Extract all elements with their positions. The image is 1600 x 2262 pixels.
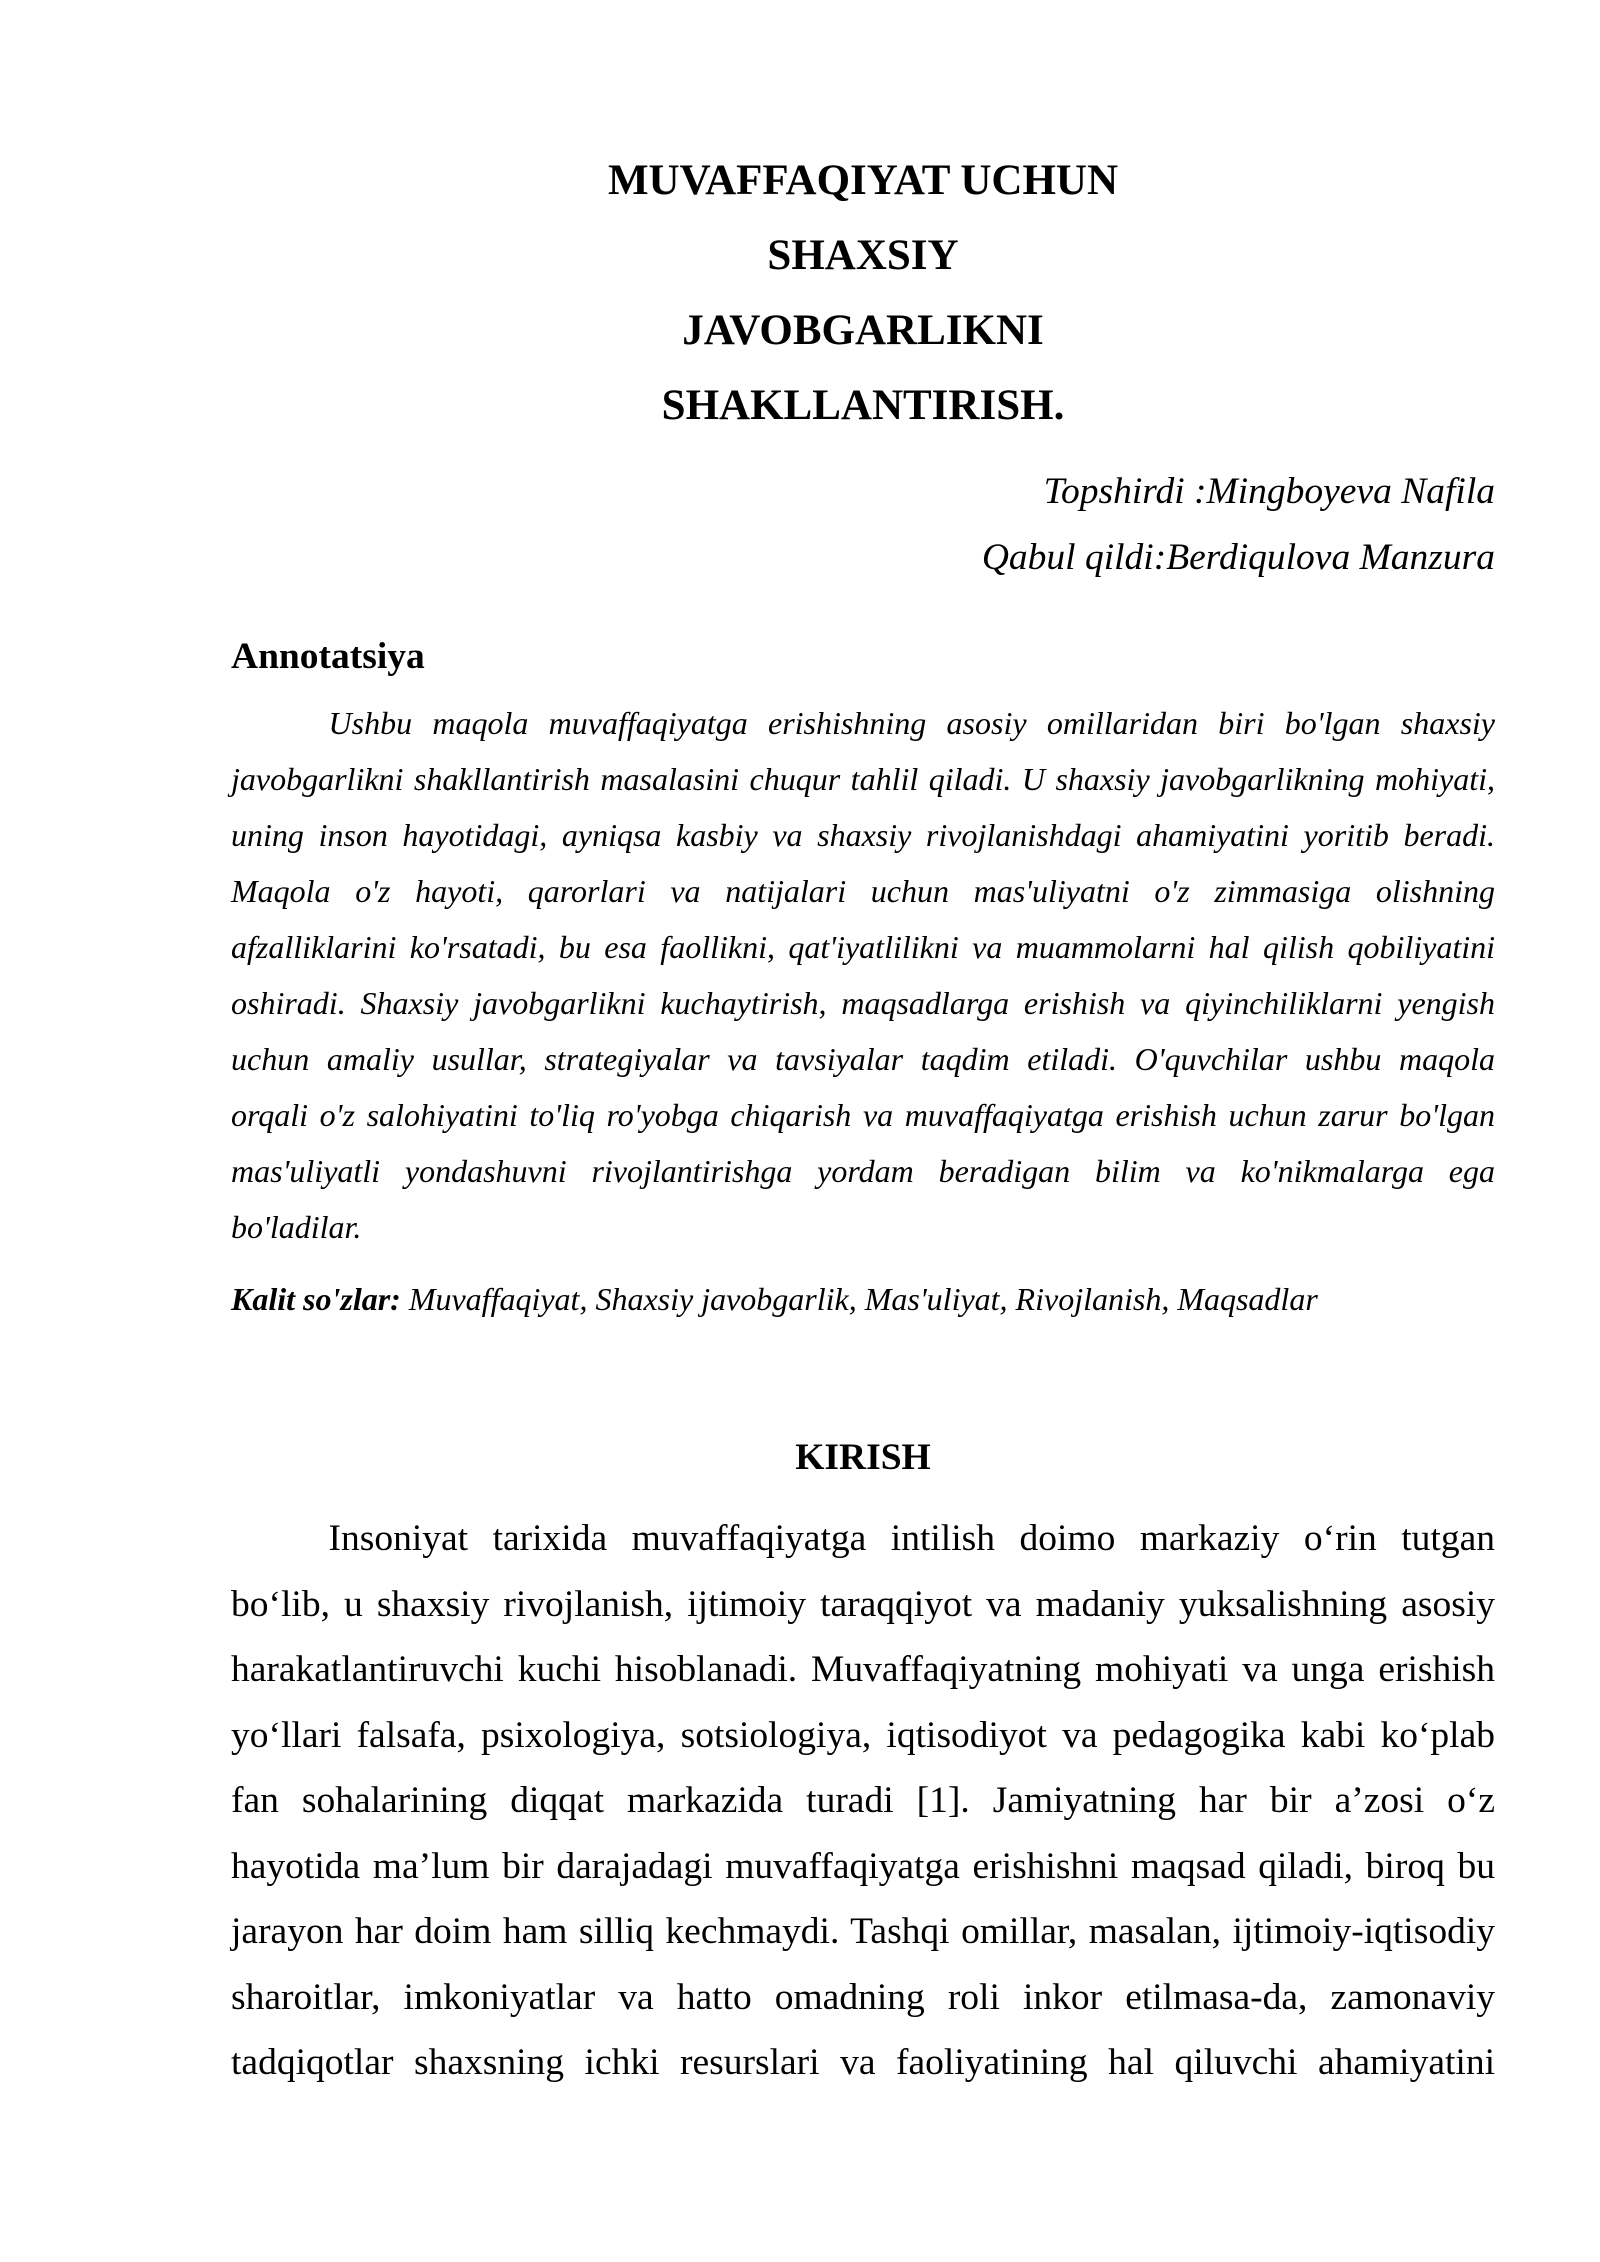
author-info (231, 459, 1495, 590)
body-line-row (231, 1965, 1495, 2031)
abstract-line: oshiradi. Shaxsiy javobgarlikni kuchaytirish, maqsadlarga erishish va qiyinchiliklarni yengish (231, 985, 1495, 1021)
abstract-line: uchun amaliy usullar, strategiyalar va tavsiyalar taqdim etiladi. O'quvchilar ushbu maqola (231, 1041, 1495, 1077)
title-line: MUVAFFAQIYAT UCHUN (607, 157, 1119, 204)
introduction-heading: KIRISH (795, 1437, 931, 1478)
body-line: sharoitlar, imkoniyatlar va hatto omadning roli inkor etilmasa-da, zamonaviy (231, 1976, 1495, 2018)
body-line-row (231, 1637, 1495, 1703)
body-line: tadqiqotlar shaxsning ichki resurslari va faoliyatining hal qiluvchi ahamiyatini (231, 2042, 1495, 2083)
keywords (231, 1271, 1495, 1327)
keywords-label: Kalit so'zlar: (231, 1281, 401, 1317)
body-line-row (231, 1506, 1495, 1572)
body-line: yo‘llari falsafa, psixologiya, sotsiologiya, iqtisodiyot va pedagogika kabi ko‘plab (231, 1714, 1495, 1756)
body-line: harakatlantiruvchi kuchi hisoblanadi. Muvaffaqiyatning mohiyati va unga erishish (231, 1649, 1495, 1690)
keywords-text: Muvaffaqiyat, Shaxsiy javobgarlik, Mas'uliyat, Rivojlanish, Maqsadlar (408, 1281, 1318, 1317)
accepted-by: Qabul qildi:Berdiqulova Manzura (981, 536, 1495, 578)
abstract-line-row (231, 1199, 1495, 1255)
abstract-line: javobgarlikni shakllantirish masalasini chuqur tahlil qiladi. U shaxsiy javobgarlikning mohiyati, (231, 761, 1495, 797)
abstract-line-row (231, 1031, 1495, 1087)
title-line: JAVOBGARLIKNI (682, 307, 1044, 354)
abstract-line: uning inson hayotidagi, ayniqsa kasbiy va shaxsiy rivojlanishdagi ahamiyatini yoritib beradi. (231, 817, 1495, 853)
body-line: Insoniyat tarixida muvaffaqiyatga intilish doimo markaziy o‘rin tutgan (328, 1518, 1495, 1559)
title-line: SHAXSIY (767, 232, 959, 279)
abstract-text (231, 695, 1495, 1255)
abstract-line-row (231, 975, 1495, 1031)
body-line-row (231, 1703, 1495, 1769)
abstract-line: mas'uliyatli yondashuvni rivojlantirishga yordam beradigan bilim va ko'nikmalarga ega (231, 1153, 1495, 1189)
body-line-row (231, 2030, 1495, 2096)
body-line-row (231, 1768, 1495, 1834)
abstract-line: Maqola o'z hayoti, qarorlari va natijalari uchun mas'uliyatni o'z zimmasiga olishning (231, 873, 1495, 909)
abstract-line-row (231, 751, 1495, 807)
abstract-line-row (231, 1087, 1495, 1143)
submitted-by: Topshirdi :Mingboyeva Nafila (1043, 471, 1495, 512)
body-line: bo‘lib, u shaxsiy rivojlanish, ijtimoiy taraqqiyot va madaniy yuksalishning asosiy (231, 1583, 1495, 1625)
title-line: SHAKLLANTIRISH. (661, 382, 1065, 429)
abstract-line: afzalliklarini ko'rsatadi, bu esa faollikni, qat'iyatlilikni va muammolarni hal qilish qobiliyatini (231, 929, 1495, 965)
body-line: fan sohalarining diqqat markazida turadi [1]. Jamiyatning har bir a’zosi o‘z (231, 1780, 1495, 1821)
document-title (231, 143, 1495, 443)
body-line-row (231, 1834, 1495, 1900)
abstract-line: Ushbu maqola muvaffaqiyatga erishishning asosiy omillaridan biri bo'lgan shaxsiy (328, 705, 1495, 741)
abstract-line: bo'ladilar. (231, 1209, 362, 1245)
abstract-line-row (231, 919, 1495, 975)
abstract-line-row (231, 807, 1495, 863)
body-line-row (231, 1572, 1495, 1638)
introduction-text (231, 1506, 1495, 2096)
body-line: hayotida ma’lum bir darajadagi muvaffaqiyatga erishishni maqsad qiladi, biroq bu (231, 1845, 1495, 1887)
abstract-heading: Annotatsiya (231, 636, 425, 677)
abstract-line-row (231, 695, 1495, 751)
body-line-row (231, 1899, 1495, 1965)
abstract-line-row (231, 863, 1495, 919)
abstract-line: orqali o'z salohiyatini to'liq ro'yobga chiqarish va muvaffaqiyatga erishish uchun zarur bo'lgan (231, 1097, 1495, 1133)
body-line: jarayon har doim ham silliq kechmaydi. Tashqi omillar, masalan, ijtimoiy-iqtisodiy (231, 1911, 1495, 1952)
abstract-line-row (231, 1143, 1495, 1199)
